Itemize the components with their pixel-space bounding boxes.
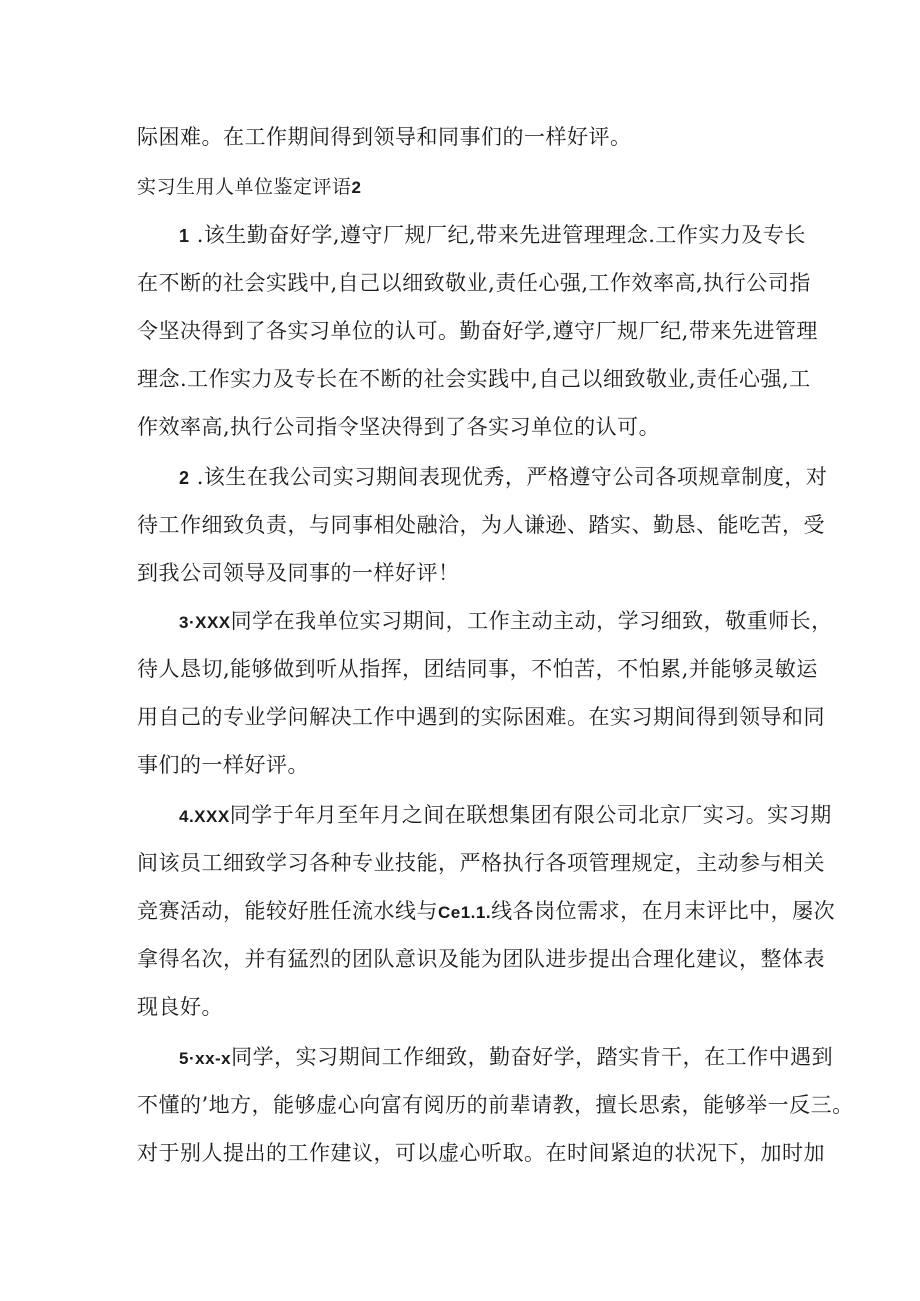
inline-code: Ce1.1.	[438, 903, 492, 922]
paragraph-1-line-3: 令坚决得到了各实习单位的认可。勤奋好学,遵守厂规厂纪,带来先进管理	[137, 319, 818, 343]
paragraph-2-line-2: 待工作细致负责，与同事相处融洽，为人谦逊、踏实、勤恳、能吃苦，受	[137, 513, 825, 537]
paragraph-5-line-3: 对于别人提出的工作建议，可以虚心听取。在时间紧迫的状况下，加时加	[137, 1141, 825, 1165]
paragraph-number: 2	[179, 468, 190, 488]
paragraph-4-line-2: 间该员工细致学习各种专业技能，严格执行各项管理规定，主动参与相关	[137, 851, 825, 875]
paragraph-3-line-2: 待人恳切,能够做到听从指挥，团结同事，不怕苦，不怕累,并能够灵敏运	[137, 657, 818, 681]
intro-line: 际困难。在工作期间得到领导和同事们的一样好评。	[137, 125, 632, 149]
paragraph-number: 1	[179, 226, 190, 246]
paragraph-5-line-2: 不懂的’地方，能够虚心向富有阅历的前辈请教，擅长思索，能够举一反三。	[137, 1093, 854, 1117]
section-title-number: 2	[351, 178, 362, 197]
paragraph-number: 3·XXX	[179, 613, 231, 632]
paragraph-3-line-3: 用自己的专业学问解决工作中遇到的实际困难。在实习期间得到领导和同	[137, 705, 825, 729]
paragraph-1-line-1: 1 .该生勤奋好学,遵守厂规厂纪,带来先进管理理念.工作实力及专长	[179, 223, 806, 247]
paragraph-number: 4.XXX	[179, 807, 230, 826]
section-title: 实习生用人单位鉴定评语2	[137, 176, 362, 198]
paragraph-4-line-4: 拿得名次，并有猛烈的团队意识及能为团队进步提出合理化建议，整体表	[137, 947, 825, 971]
paragraph-2-line-1: 2 .该生在我公司实习期间表现优秀，严格遵守公司各项规章制度，对	[179, 465, 828, 489]
paragraph-4-line-3: 竞赛活动，能较好胜任流水线与Ce1.1.线各岗位需求，在月末评比中，屡次	[137, 899, 836, 923]
paragraph-5-line-1: 5·xx-x同学，实习期间工作细致，勤奋好学，踏实肯干，在工作中遇到	[179, 1045, 834, 1069]
paragraph-number: 5·xx-x	[179, 1049, 232, 1068]
paragraph-3-line-4: 事们的一样好评。	[137, 753, 309, 777]
paragraph-3-line-1: 3·XXX同学在我单位实习期间，工作主动主动，学习细致，敬重师长，	[179, 609, 833, 633]
paragraph-4-line-1: 4.XXX同学于年月至年月之间在联想集团有限公司北京厂实习。实习期	[179, 803, 832, 827]
paragraph-1-line-4: 理念.工作实力及专长在不断的社会实践中,自己以细致敬业,责任心强,工	[137, 367, 811, 391]
paragraph-1-line-5: 作效率高,执行公司指令坚决得到了各实习单位的认可。	[137, 415, 661, 439]
paragraph-1-line-2: 在不断的社会实践中,自己以细致敬业,责任心强,工作效率高,执行公司指	[137, 271, 811, 295]
paragraph-4-line-5: 现良好。	[137, 995, 223, 1019]
paragraph-2-line-3: 到我公司领导及同事的一样好评！	[137, 561, 460, 585]
